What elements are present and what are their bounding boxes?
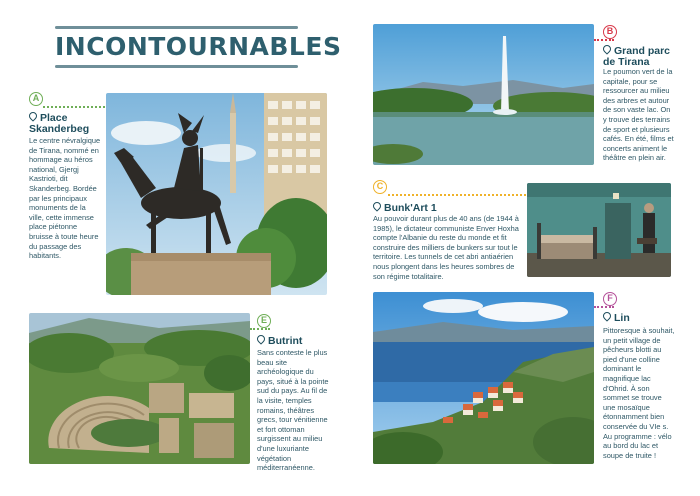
dotted-connector-c <box>388 194 526 196</box>
place-name-line1: Grand parc <box>614 45 671 57</box>
place-name-line1: Lin <box>614 312 630 324</box>
place-name-line2: Skanderbeg <box>29 123 90 135</box>
title-rule-bottom <box>55 65 298 68</box>
page-title: INCONTOURNABLES <box>55 32 342 61</box>
location-pin-icon <box>27 110 38 121</box>
place-name-line1: Bunk'Art 1 <box>384 202 437 214</box>
place-name-line1: Butrint <box>268 335 303 347</box>
location-pin-icon <box>255 333 266 344</box>
photo-grand-parc <box>373 24 594 165</box>
place-name-line2: de Tirana <box>603 56 650 68</box>
location-pin-icon <box>371 200 382 211</box>
dotted-connector-f <box>594 306 614 308</box>
location-pin-icon <box>601 43 612 54</box>
location-pin-icon <box>601 310 612 321</box>
place-description-skanderbeg: Le centre névralgique de Tirana, nommé en hommage au héros national, Gjergj Kastrioti, dit Skanderbeg. Bordée par les principaux monuments de la ville, cette immense place piétonne bruisse à toute heure du passage des habitants. <box>29 136 101 261</box>
badge-a: A <box>29 92 43 106</box>
place-description-butrint: Sans conteste le plus beau site archéologique du pays, situé à la pointe sud du pays. Au fil de la visite, temples romains, théâtres grecs, tour vénitienne et fort ottoman surgissent au milieu d'une luxuriante végétation méditerranéenne. <box>257 348 329 473</box>
place-description-grand-parc: Le poumon vert de la capitale, pour se ressourcer au milieu des arbres et autour de son vaste lac. On y trouve des terrains de sport et plusieurs cafés. En été, films et concerts animent le théâtre en plein air. <box>603 67 674 163</box>
place-name-line1: Place <box>40 112 68 124</box>
photo-bunkart-room <box>527 183 671 277</box>
title-rule-top <box>55 26 298 29</box>
place-name-grand-parc <box>603 46 693 68</box>
place-description-lin: Pittoresque à souhait, un petit village de pêcheurs blotti au pied d'une colline dominant le magnifique lac d'Ohrid. À son sommet se trouve une mosaïque étonnamment bien conservée du VIe s. Au programme : vélo au bord du lac et soupe de truite ! <box>603 326 675 460</box>
dotted-connector-b <box>594 39 614 41</box>
photo-skanderbeg-statue <box>106 93 327 295</box>
place-name-lin <box>603 313 683 324</box>
badge-e: E <box>257 314 271 328</box>
badge-b: B <box>603 25 617 39</box>
dotted-connector-e <box>250 328 270 330</box>
badge-c: C <box>373 180 387 194</box>
place-name-bunkart <box>373 203 513 214</box>
badge-f: F <box>603 292 617 306</box>
photo-lin-village <box>373 292 594 464</box>
dotted-connector-a <box>43 106 105 108</box>
page-title-block <box>55 26 342 68</box>
place-name-skanderbeg <box>29 113 104 135</box>
photo-butrint-ruins <box>29 313 250 464</box>
place-description-bunkart: Au pouvoir durant plus de 40 ans (de 1944 à 1985), le dictateur communiste Enver Hoxha compte l'Albanie du reste du monde et fit construire des milliers de bunkers sur tout le territoire. Les tunnels de cet abri antiaérien nous plongent dans les heures sombres de son régime totalitaire. <box>373 214 519 281</box>
place-name-butrint <box>257 336 337 347</box>
